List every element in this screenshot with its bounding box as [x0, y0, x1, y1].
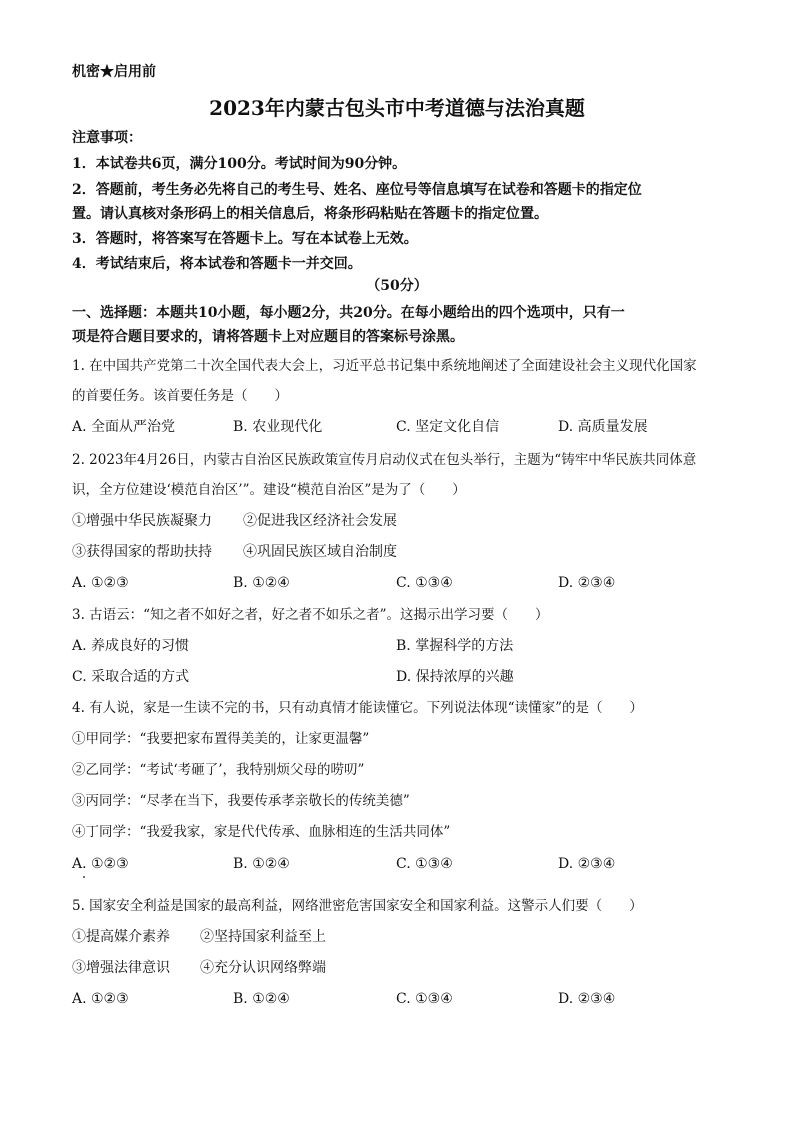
question-2-stem: 2. 2023年4月26日，内蒙古自治区民族政策宣传月启动仪式在包头举行，主题为“铸牢中华民族共同体意 [72, 452, 697, 468]
question-5-stem: 5. 国家安全利益是国家的最高利益，网络泄密危害国家安全和国家利益。这警示人们要（ ） [72, 898, 643, 914]
question-4-stem: 4. 有人说，家是一生读不完的书，只有动真情才能读懂它。下列说法体现“读懂家”的是（ ） [72, 700, 643, 716]
notice-item: 2．答题前，考生务必先将自己的考生号、姓名、座位号等信息填写在试卷和答题卡的指定位 [72, 182, 642, 198]
question-2-item-4: ④巩固民族区域自治制度 [243, 544, 397, 560]
question-2-stem: 识，全方位建设‘模范自治区’”。建设“模范自治区”是为了（ ） [72, 482, 466, 498]
notice-item: 4．考试结束后，将本试卷和答题卡一并交回。 [72, 256, 362, 272]
question-2-option-c: C. ①③④ [396, 575, 453, 591]
notice-item: 3．答题时，将答案写在答题卡上。写在本试卷上无效。 [72, 231, 418, 247]
question-1-option-b: B. 农业现代化 [233, 419, 323, 435]
question-1-option-d: D. 高质量发展 [558, 419, 648, 435]
question-5-option-c: C. ①③④ [396, 991, 453, 1007]
notice-item: 置。请认真核对条形码上的相关信息后，将条形码粘贴在答题卡的指定位置。 [72, 206, 548, 222]
question-1-option-a: A. 全面从严治党 [72, 419, 176, 435]
question-4-item-4: ④丁同学：“我爱我家，家是代代传承、血脉相连的生活共同体” [72, 824, 451, 840]
section-instruction: 项是符合题目要求的，请将答题卡上对应题目的答案标号涂黑。 [72, 329, 464, 345]
question-5-item-1: ①提高媒介素养 [72, 929, 170, 945]
question-4-option-a: A. ①②③ [72, 856, 129, 872]
question-2-option-d: D. ②③④ [558, 575, 616, 591]
question-5-item-3: ③增强法律意识 [72, 960, 170, 976]
question-2-option-b: B. ①②④ [233, 575, 290, 591]
page-title: 2023年内蒙古包头市中考道德与法治真题 [209, 96, 585, 120]
notice-item: 1．本试卷共6页，满分100分。考试时间为90分钟。 [72, 156, 407, 172]
question-1-option-c: C. 坚定文化自信 [396, 419, 500, 435]
question-2-option-a: A. ①②③ [72, 575, 129, 591]
question-4-item-1: ①甲同学：“我要把家布置得美美的，让家更温馨” [72, 731, 370, 747]
secret-mark: 机密★启用前 [72, 64, 156, 80]
question-1-stem: 的首要任务。该首要任务是（ ） [72, 388, 288, 404]
question-5-option-b: B. ①②④ [233, 991, 290, 1007]
question-4-option-b: B. ①②④ [233, 856, 290, 872]
question-3-option-c: C. 采取合适的方式 [72, 669, 190, 685]
question-5-item-4: ④充分认识网络弊端 [200, 960, 326, 976]
question-3-option-d: D. 保持浓厚的兴趣 [396, 669, 514, 685]
question-2-item-1: ①增强中华民族凝聚力 [72, 513, 212, 529]
question-1-stem: 1. 在中国共产党第二十次全国代表大会上，习近平总书记集中系统地阐述了全面建设社会主义现代化国家 [72, 358, 697, 374]
question-3-option-b: B. 掌握科学的方法 [396, 638, 514, 654]
question-2-item-2: ②促进我区经济社会发展 [243, 513, 397, 529]
notice-heading: 注意事项： [72, 130, 142, 146]
question-4-option-d: D. ②③④ [558, 856, 616, 872]
section-instruction: 一、选择题：本题共10小题，每小题2分，共20分。在每小题给出的四个选项中，只有一 [72, 305, 625, 321]
section-score: （50分） [366, 278, 428, 294]
question-4-item-3: ③丙同学：“尽孝在当下，我要传承孝亲敬长的传统美德” [72, 793, 410, 809]
question-5-option-a: A. ①②③ [72, 991, 129, 1007]
question-5-item-2: ②坚持国家利益至上 [200, 929, 326, 945]
question-4-option-c: C. ①③④ [396, 856, 453, 872]
question-2-item-3: ③获得国家的帮助扶持 [72, 544, 212, 560]
question-3-option-a: A. 养成良好的习惯 [72, 638, 190, 654]
question-3-stem: 3. 古语云：“知之者不如好之者，好之者不如乐之者”。这揭示出学习要（ ） [72, 607, 549, 623]
question-5-option-d: D. ②③④ [558, 991, 616, 1007]
stray-dot [83, 876, 85, 878]
question-4-item-2: ②乙同学：“考试‘考砸了’，我特别烦父母的唠叨” [72, 762, 365, 778]
